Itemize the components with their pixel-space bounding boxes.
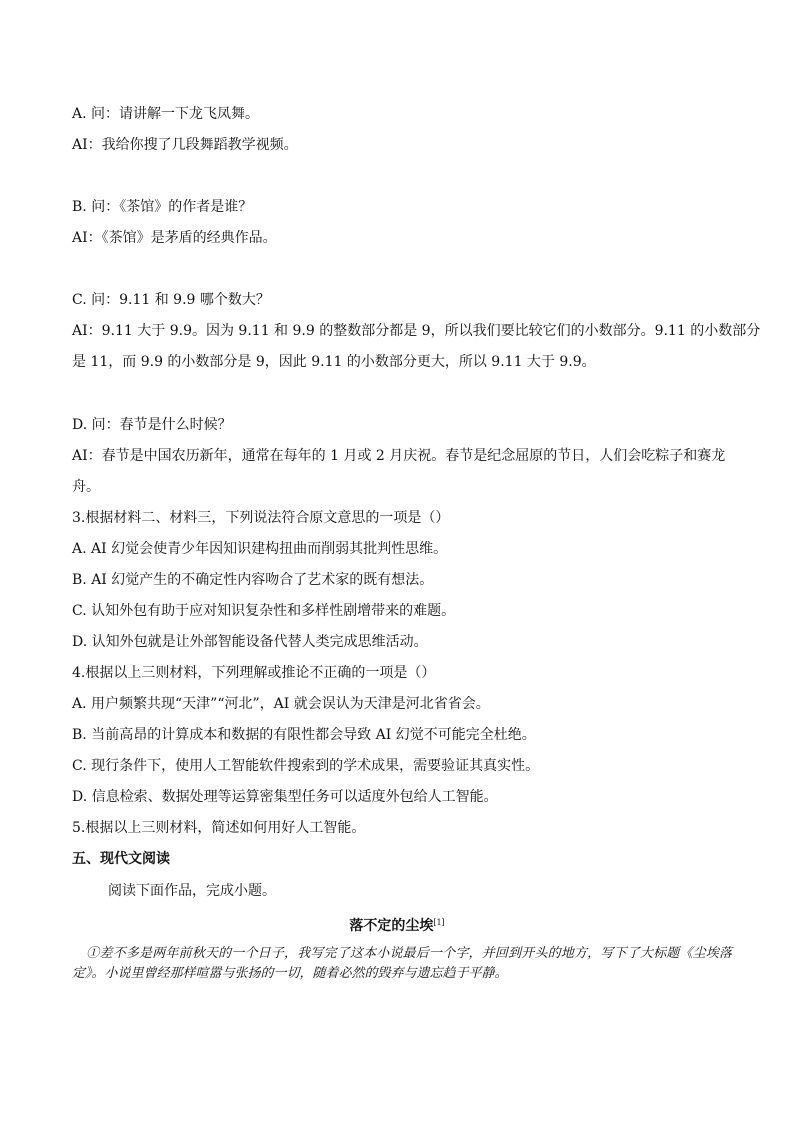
question3-stem: 3.根据材料二、材料三，下列说法符合原文意思的一项是（） bbox=[72, 510, 450, 526]
option-c-question: C. 问：9.11 和 9.9 哪个数大？ bbox=[72, 292, 270, 308]
option-d-answer-line1: AI：春节是中国农历新年，通常在每年的 1 月或 2 月庆祝。春节是纪念屈原的节日，人们会吃粽子和赛龙 bbox=[72, 448, 726, 464]
option-d-answer-line2: 舟。 bbox=[72, 479, 100, 495]
option-c-answer-line2: 是 11，而 9.9 的小数部分是 9，因此 9.11 的小数部分更大，所以 9.11 大于 9.9。 bbox=[72, 354, 596, 370]
essay-title bbox=[0, 913, 794, 936]
question5-stem: 5.根据以上三则材料，简述如何用好人工智能。 bbox=[72, 820, 366, 836]
question3-choice-b: B. AI 幻觉产生的不确定性内容吻合了艺术家的既有想法。 bbox=[72, 572, 434, 588]
question4-choice-d: D. 信息检索、数据处理等运算密集型任务可以适度外包给人工智能。 bbox=[72, 789, 498, 805]
option-a-question: A. 问：请讲解一下龙飞凤舞。 bbox=[72, 106, 260, 122]
option-a-answer: AI：我给你搜了几段舞蹈教学视频。 bbox=[72, 137, 298, 153]
essay-title-text: 落不定的尘埃 bbox=[349, 918, 434, 934]
option-d-question: D. 问：春节是什么时候？ bbox=[72, 417, 232, 433]
reading-instruction: 阅读下面作品，完成小题。 bbox=[108, 883, 276, 899]
question4-choice-c: C. 现行条件下，使用人工智能软件搜索到的学术成果，需要验证其真实性。 bbox=[72, 758, 540, 774]
question3-choice-c: C. 认知外包有助于应对知识复杂性和多样性剧增带来的难题。 bbox=[72, 603, 456, 619]
question4-choice-b: B. 当前高昂的计算成本和数据的有限性都会导致 AI 幻觉不可能完全杜绝。 bbox=[72, 727, 536, 743]
option-b-question: B. 问：《茶馆》的作者是谁？ bbox=[72, 199, 253, 215]
option-b-answer: AI：《茶馆》是茅盾的经典作品。 bbox=[72, 230, 277, 246]
footnote-mark: [1] bbox=[433, 918, 445, 927]
question4-stem: 4.根据以上三则材料，下列理解或推论不正确的一项是（） bbox=[72, 665, 436, 681]
option-c-answer-line1: AI：9.11 大于 9.9。因为 9.11 和 9.9 的整数部分都是 9，所以我们要比较它们的小数部分。9.11 的小数部分 bbox=[72, 323, 761, 339]
question3-choice-a: A. AI 幻觉会使青少年因知识建构扭曲而削弱其批判性思维。 bbox=[72, 541, 448, 557]
question4-choice-a: A. 用户频繁共现“天津”“河北”，AI 就会误认为天津是河北省省会。 bbox=[72, 696, 490, 712]
section-heading: 五、现代文阅读 bbox=[72, 851, 170, 867]
essay-paragraph-1: ①差不多是两年前秋天的一个日子，我写完了这本小说最后一个字，并回到开头的地方，写下了大标题《尘埃落定》。小说里曾经那样喧嚣与张扬的一切，随着必然的毁弃与遗忘趋于平静。 bbox=[72, 946, 732, 981]
question3-choice-d: D. 认知外包就是让外部智能设备代替人类完成思维活动。 bbox=[72, 634, 428, 650]
